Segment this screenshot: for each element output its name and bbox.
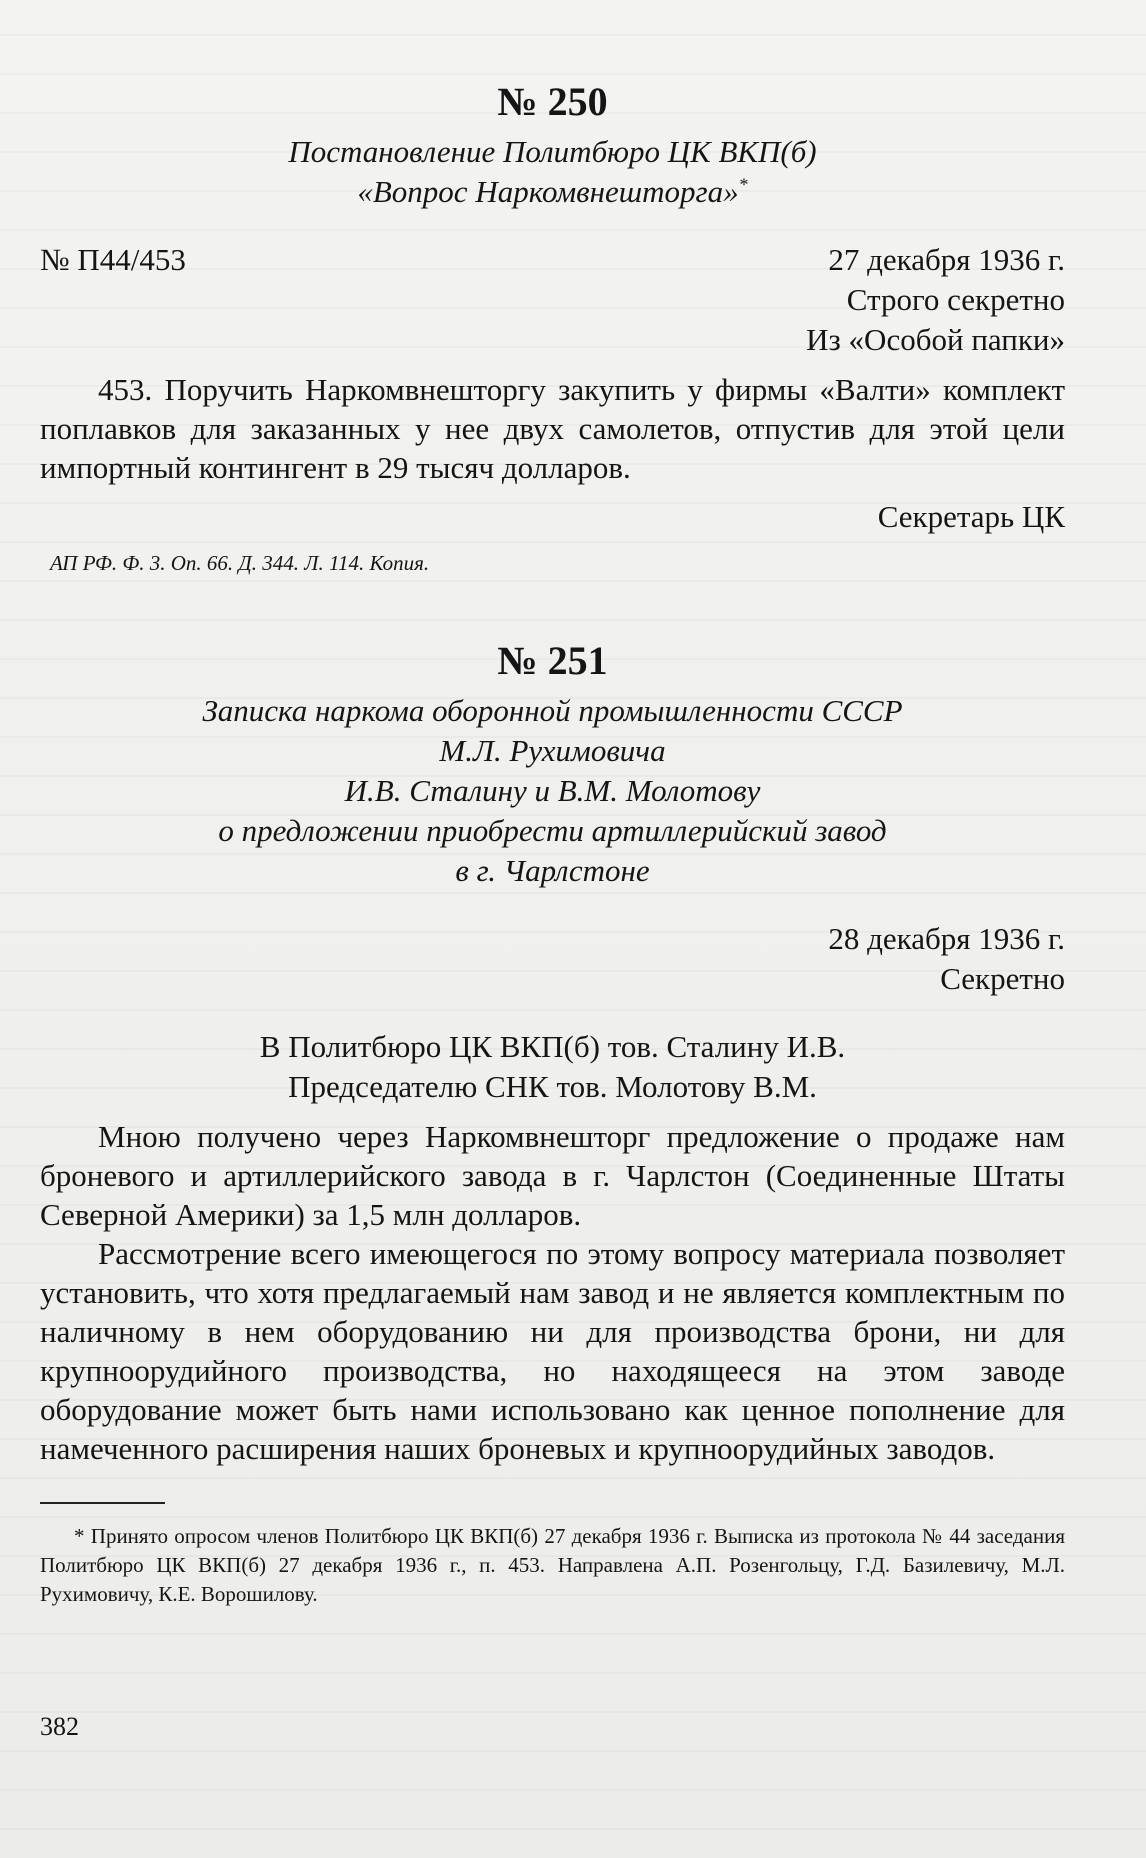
protocol-reference: № П44/453 — [40, 242, 186, 277]
document-251-paragraph-1: Мною получено через Наркомвнешторг предложение о продаже нам броневого и артиллерийского завода в г. Чарлстон (Соединенные Штаты Северной Америки) за 1,5 млн долларов. — [40, 1119, 1065, 1232]
document-251 — [40, 637, 1065, 1468]
document-250-title-line-2 — [40, 172, 1065, 212]
addressee-line-1: В Политбюро ЦК ВКП(б) тов. Сталину И.В. — [259, 1029, 846, 1064]
document-251-paragraph-2: Рассмотрение всего имеющегося по этому вопросу материала позволяет установить, что хотя предлагаемый нам завод и не является комплектным по наличному в нем оборудованию ни для производства брони, ни для крупноорудийного производства, но находящееся на этом заводе оборудование может быть нами использовано как ценное пополнение для намеченного расширения наших броневых и крупноорудийных заводов. — [40, 1236, 1065, 1466]
document-251-title-line-3: И.В. Сталину и В.М. Молотову — [344, 773, 761, 808]
document-250 — [40, 78, 1065, 577]
document-251-classification: Секретно — [940, 961, 1065, 996]
footnote-divider — [40, 1502, 165, 1504]
page-number: 382 — [40, 1712, 79, 1741]
document-250-number: № 250 — [497, 79, 608, 124]
document-251-title-line-2: М.Л. Рухимовича — [439, 733, 666, 768]
document-251-title-line-1: Записка наркома оборонной промышленности СССР — [202, 693, 903, 728]
document-251-title-line-4: о предложении приобрести артиллерийский завод — [218, 813, 887, 848]
document-250-body: 453. Поручить Наркомвнешторгу закупить у фирмы «Валти» комплект поплавков для заказанных у нее двух самолетов, отпустив для этой цели импортный контингент в 29 тысяч долларов. — [40, 372, 1065, 485]
document-251-date: 28 декабря 1936 г. — [828, 921, 1065, 956]
special-folder-label: Из «Особой папки» — [806, 322, 1065, 357]
document-250-classification: Строго секретно — [846, 282, 1065, 317]
document-251-number: № 251 — [497, 638, 608, 683]
document-250-header-row — [40, 240, 1065, 280]
document-250-title — [40, 132, 1065, 212]
footnote: * Принято опросом членов Политбюро ЦК ВКП(б) 27 декабря 1936 г. Выписка из протокола № 44 заседания Политбюро ЦК ВКП(б) 27 декабря 1936 г., п. 453. Направлена А.П. Розенгольцу, Г.Д. Базилевичу, М.Л. Рухимовичу, К.Е. Ворошилову. — [40, 1524, 1065, 1606]
document-251-title — [40, 691, 1065, 891]
document-250-archive-reference: АП РФ. Ф. 3. Оп. 66. Д. 344. Л. 114. Копия. — [50, 551, 430, 575]
footnote-mark: * — [738, 174, 748, 195]
page-content — [40, 78, 1065, 1609]
document-250-date: 27 декабря 1936 г. — [828, 242, 1065, 277]
addressee-line-2: Председателю СНК тов. Молотову В.М. — [288, 1069, 817, 1104]
document-250-signature: Секретарь ЦК — [877, 499, 1065, 534]
document-250-title-line-2-text: «Вопрос Наркомвнешторга» — [357, 174, 739, 209]
document-251-title-line-5: в г. Чарлстоне — [455, 853, 650, 888]
document-250-title-line-1: Постановление Политбюро ЦК ВКП(б) — [288, 134, 817, 169]
